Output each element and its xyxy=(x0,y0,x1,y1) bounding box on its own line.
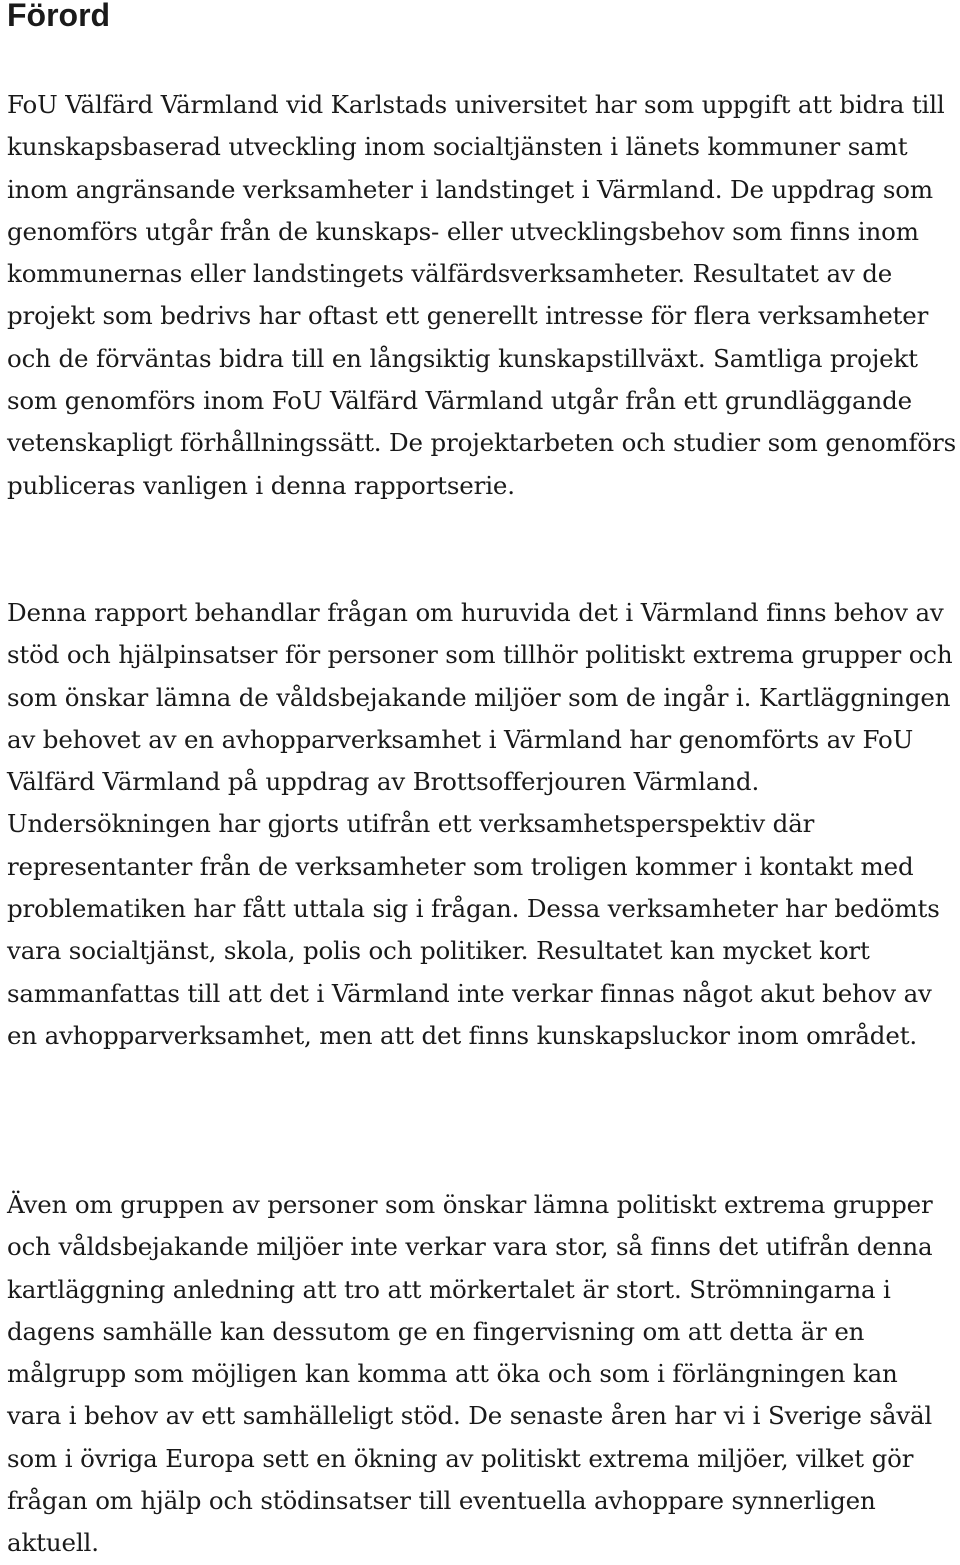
paragraph-conclusion: Även om gruppen av personer som önskar lämna politiskt extrema grupper och våldsbejakande miljöer inte verkar vara stor, så finns det utifrån denna kartläggning anledning att tro att mörkertalet är stort. Strömningarna i dagens samhälle kan dessutom ge en fingervisning om att detta är en målgrupp som möjligen kan komma att öka och som i förlängningen kan vara i behov av ett samhälleligt stöd. De senaste åren har vi i Sverige såväl som i övriga Europa sett en ökning av politiskt extrema miljöer, vilket gör frågan om hjälp och stödinsatser till eventuella avhoppare synnerligen aktuell. xyxy=(7,1190,933,1558)
paragraph-intro: FoU Välfärd Värmland vid Karlstads universitet har som uppgift att bidra till kunskapsbaserad utveckling inom socialtjänsten i länets kommuner samt inom angränsande verksamheter i landstinget i Värmland. De uppdrag som genomförs utgår från de kunskaps- eller utvecklingsbehov som finns inom kommunernas eller landstingets välfärdsverksamheter. Resultatet av de projekt som bedrivs har oftast ett generellt intresse för flera verksamheter och de förväntas bidra till en långsiktig kunskapstillväxt. Samtliga projekt som genomförs inom FoU Välfärd Värmland utgår från ett grundläggande vetenskapligt förhållningssätt. De projektarbeten och studier som genomförs publiceras vanligen i denna rapportserie. xyxy=(7,90,957,500)
page-title: Förord xyxy=(7,0,111,33)
paragraph-report-summary: Denna rapport behandlar frågan om huruvida det i Värmland finns behov av stöd och hjälpinsatser för personer som tillhör politiskt extrema grupper och som önskar lämna de våldsbejakande miljöer som de ingår i. Kartläggningen av behovet av en avhopparverksamhet i Värmland har genomförts av FoU Välfärd Värmland på uppdrag av Brottsofferjouren Värmland. Undersökningen har gjorts utifrån ett verksamhetsperspektiv där representanter från de verksamheter som troligen kommer i kontakt med problematiken har fått uttala sig i frågan. Dessa verksamheter har bedömts vara socialtjänst, skola, polis och politiker. Resultatet kan mycket kort sammanfattas till att det i Värmland inte verkar finnas något akut behov av en avhopparverksamhet, men att det finns kunskapsluckor inom området. xyxy=(7,598,953,1050)
